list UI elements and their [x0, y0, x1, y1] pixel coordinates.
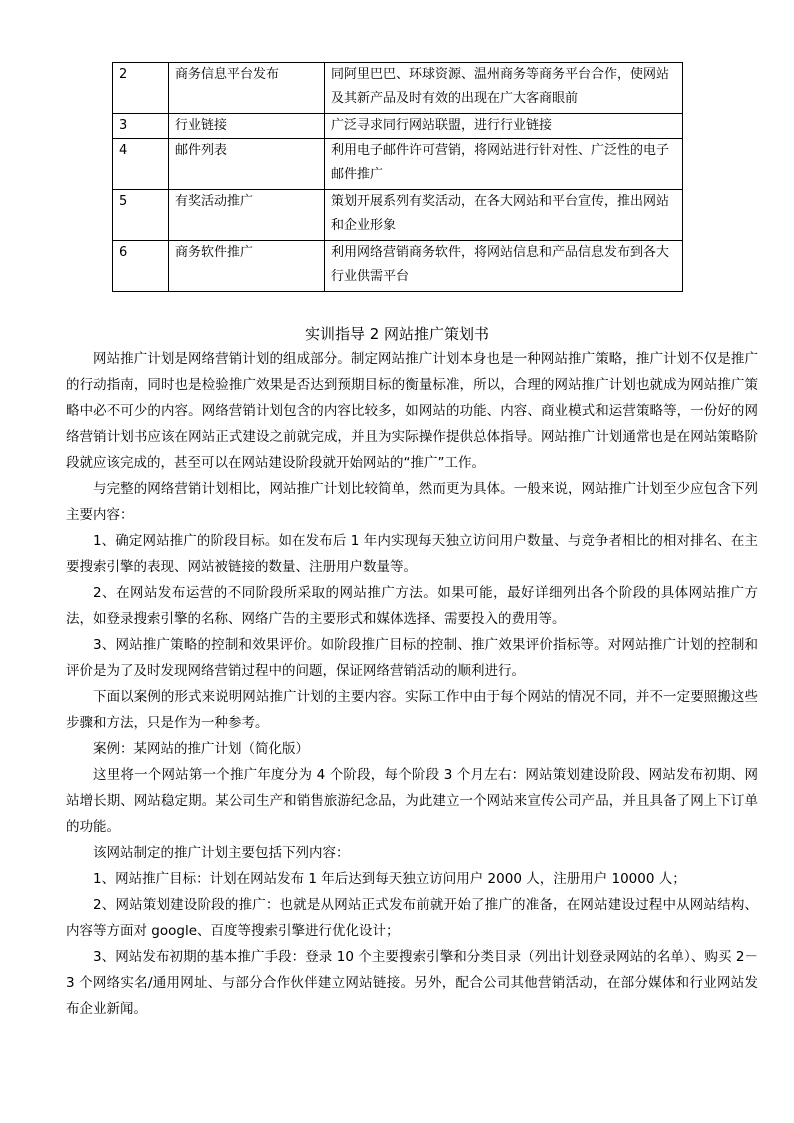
paragraph: 3、网站发布初期的基本推广手段：登录 10 个主要搜索引擎和分类目录（列出计划登录网站的名单）、购买 2－3 个网络实名/通用网址、与部分合作伙伴建立网站链接。另外，配合公司其他营销活动，在部分媒体和行业网站发布企业新闻。 — [66, 949, 758, 1017]
paragraph: 网站推广计划是网络营销计划的组成部分。制定网站推广计划本身也是一种网站推广策略，推广计划不仅是推广的行动指南，同时也是检验推广效果是否达到预期目标的衡量标准，所以，合理的网站推广计划也就成为网站推广策略中必不可少的内容。网络营销计划包含的内容比较多，如网站的功能、内容、商业模式和运营策略等，一份好的网络营销计划书应该在网站正式建设之前就完成，并且为实际操作提供总体指导。网站推广计划通常也是在网站策略阶段就应该完成的，甚至可以在网站建设阶段就开始网站的“推广”工作。 — [66, 351, 758, 471]
method-description: 广泛寻求同行网站联盟，进行行业链接 — [325, 114, 683, 139]
row-number: 5 — [113, 190, 169, 241]
paragraph: 与完整的网络营销计划相比，网站推广计划比较简单，然而更为具体。一般来说，网站推广计划至少应包含下列主要内容： — [66, 481, 758, 523]
paragraph: 这里将一个网站第一个推广年度分为 4 个阶段，每个阶段 3 个月左右：网站策划建设阶段、网站发布初期、网站增长期、网站稳定期。某公司生产和销售旅游纪念品，为此建立一个网站来宣传公司产品，并且具备了网上下订单的功能。 — [66, 767, 758, 835]
paragraph: 该网站制定的推广计划主要包括下列内容： — [93, 845, 350, 861]
method-name: 邮件列表 — [169, 139, 325, 190]
method-name: 商务软件推广 — [169, 241, 325, 292]
paragraph: 3、网站推广策略的控制和效果评价。如阶段推广目标的控制、推广效果评价指标等。对网站推广计划的控制和评价是为了及时发现网络营销过程中的问题，保证网络营销活动的顺利进行。 — [66, 637, 758, 679]
paragraph: 案例：某网站的推广计划（简化版） — [93, 741, 309, 757]
document-body — [66, 346, 758, 1022]
method-name: 商务信息平台发布 — [169, 63, 325, 114]
table-row — [113, 190, 683, 241]
paragraph: 2、网站策划建设阶段的推广：也就是从网站正式发布前就开始了推广的准备，在网站建设过程中从网站结构、内容等方面对 google、百度等搜索引擎进行优化设计； — [66, 897, 758, 939]
method-name: 行业链接 — [169, 114, 325, 139]
method-description: 利用网络营销商务软件，将网站信息和产品信息发布到各大行业供需平台 — [325, 241, 683, 292]
method-name: 有奖活动推广 — [169, 190, 325, 241]
paragraph: 2、在网站发布运营的不同阶段所采取的网站推广方法。如果可能，最好详细列出各个阶段的具体网站推广方法，如登录搜索引擎的名称、网络广告的主要形式和媒体选择、需要投入的费用等。 — [66, 585, 758, 627]
promotion-methods-table — [112, 62, 683, 292]
paragraph: 1、网站推广目标：计划在网站发布 1 年后达到每天独立访问用户 2000 人，注册用户 10000 人； — [93, 871, 686, 887]
method-description: 策划开展系列有奖活动，在各大网站和平台宣传，推出网站和企业形象 — [325, 190, 683, 241]
row-number: 4 — [113, 139, 169, 190]
row-number: 3 — [113, 114, 169, 139]
paragraph: 1、确定网站推广的阶段目标。如在发布后 1 年内实现每天独立访问用户数量、与竞争者相比的相对排名、在主要搜索引擎的表现、网站被链接的数量、注册用户数量等。 — [66, 533, 758, 575]
row-number: 2 — [113, 63, 169, 114]
section-title: 实训指导 2 网站推广策划书 — [304, 325, 490, 343]
row-number: 6 — [113, 241, 169, 292]
method-description: 利用电子邮件许可营销，将网站进行针对性、广泛性的电子邮件推广 — [325, 139, 683, 190]
table-row — [113, 241, 683, 292]
paragraph: 下面以案例的形式来说明网站推广计划的主要内容。实际工作中由于每个网站的情况不同，并不一定要照搬这些步骤和方法，只是作为一种参考。 — [66, 689, 758, 731]
table-row — [113, 114, 683, 139]
method-description: 同阿里巴巴、环球资源、温州商务等商务平台合作，使网站及其新产品及时有效的出现在广大客商眼前 — [325, 63, 683, 114]
table-row — [113, 139, 683, 190]
table-row — [113, 63, 683, 114]
